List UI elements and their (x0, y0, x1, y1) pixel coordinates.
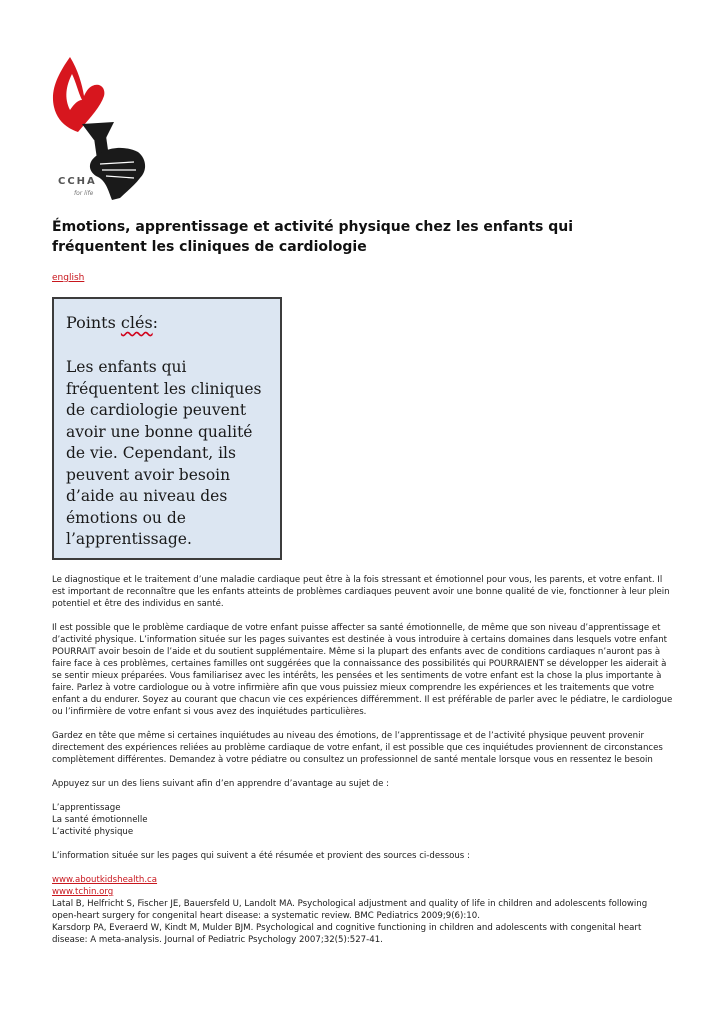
source-list (52, 874, 674, 946)
key-points-text: Les enfants qui fréquentent les cliniques de cardiologie peuvent avoir une bonne qualité de vie. Cependant, ils peuvent avoir besoin d’aide au niveau des émotions ou de l’apprentissage. (66, 358, 262, 548)
impact-paragraph: Il est possible que le problème cardiaque de votre enfant puisse affecter sa santé émotionnelle, de même que son niveau d’apprentissage et d’activité physique. L’information située sur les pages suivantes est destinée à vous introduire à certains domaines dans lesquels votre enfant POURRAIT avoir besoin de l’aide et du soutient supplémentaire. Même si la plupart des enfants avec de conditions cardiaques n’auront pas à faire face à ces problèmes, certaines familles ont suggérées que la connaissance des possibilités qui POURRAIENT se développer les aiderait à se sentir mieux préparées. Vous familiarisez avec les intérêts, les pensées et les sentiments de votre enfant est la chose la plus importante à faire. Parlez à votre cardiologue ou à votre infirmière afin que vous puissiez mieux comprendre les expériences et les traitements que votre enfant a du endurer. Soyez au courant que chacun vie ces expériences différemment. Il est préférable de parler avec le pédiatre, le cardiologue ou l’infirmière de votre enfant si vous avez des inquiétudes particulières. (52, 623, 673, 717)
main-content (52, 574, 674, 946)
key-points-box (52, 297, 282, 560)
sources-intro: L’information située sur les pages qui suivent a été résumée et provient des sources ci-dessous : (52, 851, 470, 861)
topic-link-learning[interactable]: L’apprentissage (52, 803, 121, 813)
links-intro: Appuyez sur un des liens suivant afin d’en apprendre d’avantage au sujet de : (52, 779, 390, 789)
tchin-link[interactable]: www.tchin.org (52, 887, 114, 897)
key-points-heading: Points clés: (66, 313, 159, 332)
english-language-link[interactable]: english (52, 273, 85, 283)
reference-latal: Latal B, Helfricht S, Fischer JE, Bauersfeld U, Landolt MA. Psychological adjustment and quality of life in children and adolescents following open-heart surgery for congenital heart disease: a systematic review. BMC Pediatrics 2009;9(6):10. (52, 899, 648, 921)
ccha-logo (48, 52, 154, 208)
reference-karsdorp: Karsdorp PA, Everaerd W, Kindt M, Mulder BJM. Psychological and cognitive functioning in children and adolescents with congenital heart disease: A meta-analysis. Journal of Pediatric Psychology 2007;32(5):527-41. (52, 923, 642, 945)
page-title: Émotions, apprentissage et activité physique chez les enfants qui fréquentent les cliniques de cardiologie (52, 219, 574, 255)
topic-list (52, 802, 674, 838)
intro-paragraph: Le diagnostique et le traitement d’une maladie cardiaque peut être à la fois stressant et émotionnel pour vous, les parents, et votre enfant. Il est important de reconnaître que les enfants atteints de problèmes cardiaques peuvent avoir une bonne qualité de vie, fonctionner à leur plein potentiel et être des individus en santé. (52, 575, 670, 609)
topic-link-physical-activity[interactable]: L’activité physique (52, 827, 134, 837)
aboutkidshealth-link[interactable]: www.aboutkidshealth.ca (52, 875, 158, 885)
concerns-paragraph: Gardez en tête que même si certaines inquiétudes au niveau des émotions, de l’apprentissage et de l’activité physique peuvent provenir directement des expériences reliées au problème cardiaque de votre enfant, il est possible que ces inquiétudes proviennent de circonstances complètement différentes. Demandez à votre pédiatre ou consultez un professionnel de santé mentale lorsque vous en ressentez le besoin (52, 731, 663, 765)
topic-link-emotional-health[interactable]: La santé émotionnelle (52, 815, 148, 825)
logo-tagline: for life (74, 190, 94, 197)
logo-brand: CCHA (58, 176, 97, 187)
